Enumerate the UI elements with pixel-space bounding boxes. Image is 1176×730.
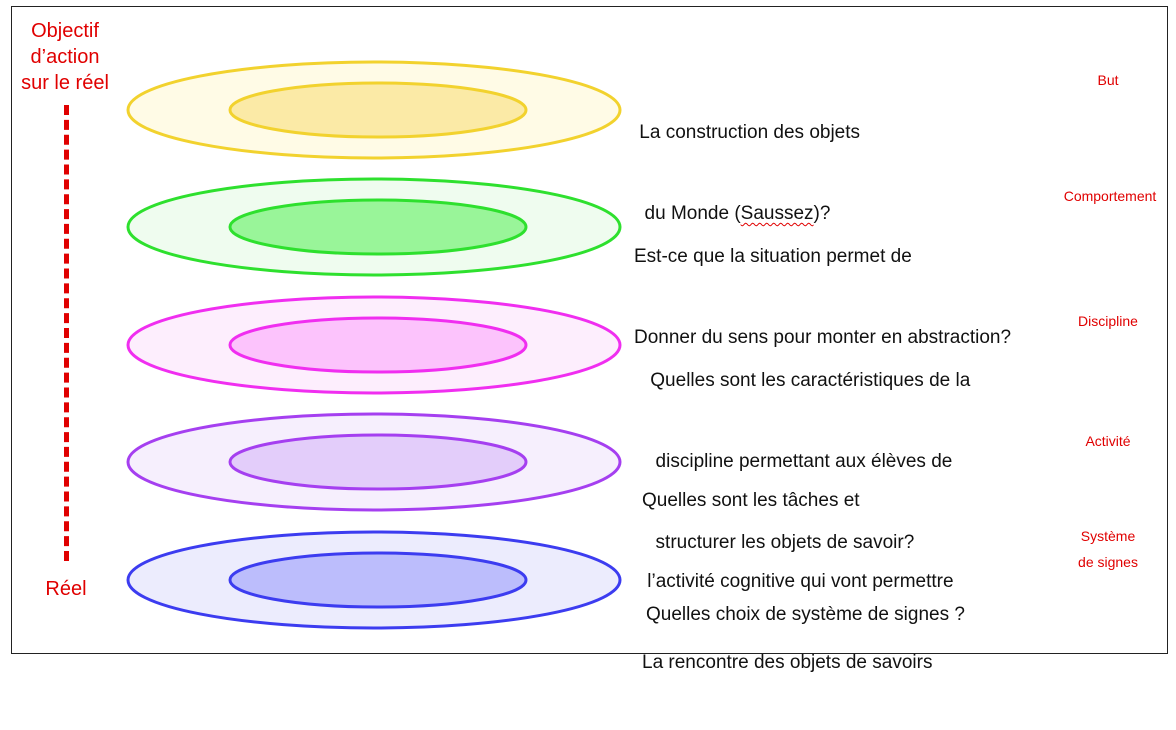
- axis-top-line: d’action: [30, 46, 100, 68]
- tag-line: Activité: [1085, 433, 1131, 449]
- question-line: La construction des objets: [634, 122, 861, 143]
- tag-systeme-signes: [1068, 523, 1148, 575]
- question-line: Quelles sont les tâches et: [642, 490, 860, 511]
- question-line: Donner du sens pour monter en abstraction?: [634, 327, 1012, 348]
- axis-top-line: Objectif: [31, 20, 99, 42]
- tag-line: Système: [1080, 528, 1136, 544]
- question-systeme-signes: [646, 547, 965, 682]
- tag-comportement: [1050, 183, 1170, 209]
- question-line: Quelles sont les caractéristiques de la: [645, 370, 971, 391]
- inner-ellipse: [230, 200, 526, 254]
- question-line-suffix: )?: [813, 203, 831, 224]
- ring-systeme-signes: [128, 532, 620, 628]
- axis-top-line: sur le réel: [21, 72, 109, 94]
- question-line: l’activité cognitive qui vont permettre: [642, 571, 954, 592]
- question-line-prefix: du Monde (: [634, 203, 741, 224]
- tag-line: de signes: [1078, 554, 1138, 570]
- tag-line: But: [1097, 72, 1119, 88]
- inner-ellipse: [230, 553, 526, 607]
- question-underlined-word: Saussez: [740, 203, 814, 224]
- tag-line: Discipline: [1078, 313, 1138, 329]
- question-line: structurer les objets de savoir?: [645, 532, 915, 553]
- question-line: La rencontre des objets de savoirs: [642, 652, 933, 673]
- ring-comportement: [128, 179, 620, 275]
- inner-ellipse: [230, 435, 526, 489]
- question-line: Est-ce que la situation permet de: [634, 246, 912, 267]
- question-line: discipline permettant aux élèves de: [645, 451, 953, 472]
- tag-discipline: [1066, 308, 1150, 334]
- tag-line: Comportement: [1063, 188, 1157, 204]
- question-line: Quelles choix de système de signes ?: [646, 604, 965, 625]
- ring-activite: [128, 414, 620, 510]
- ring-but: [128, 62, 620, 158]
- inner-ellipse: [230, 83, 526, 137]
- inner-ellipse: [230, 318, 526, 372]
- axis-bottom-label: Réel: [45, 578, 87, 600]
- tag-activite: [1072, 428, 1144, 454]
- tag-but: [1078, 67, 1138, 93]
- ring-discipline: [128, 297, 620, 393]
